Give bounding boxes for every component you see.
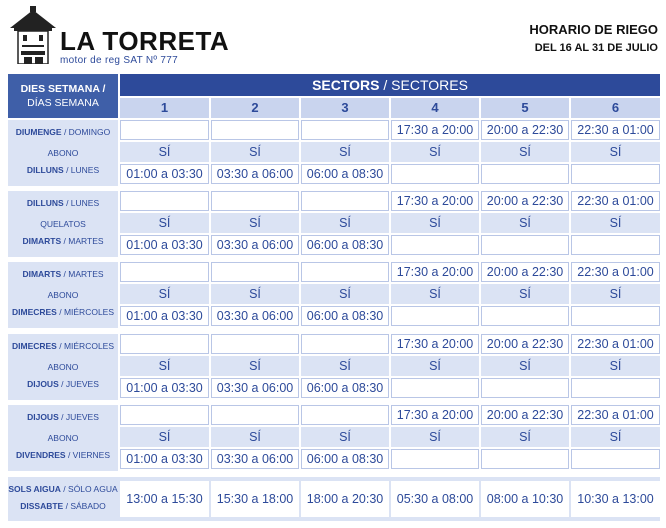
sector-number-header: 3: [301, 98, 389, 118]
schedule-block: [8, 405, 660, 471]
day-end-label: [8, 450, 118, 460]
schedule-time-cell: [301, 120, 389, 140]
schedule-time-cell: [211, 262, 299, 282]
weekend-water-label-catalan: SOLS AIGUA: [8, 484, 61, 494]
schedule-time-cell: [120, 405, 209, 425]
schedule-time-cell: [211, 191, 299, 211]
schedule-time-cell: 06:00 a 08:30: [301, 378, 389, 398]
schedule-time-cell: 06:00 a 08:30: [301, 306, 389, 326]
schedule-time-cell: 03:30 a 06:00: [211, 164, 299, 184]
schedule-time-cell: 20:00 a 22:30: [481, 405, 569, 425]
page-header: [0, 0, 666, 72]
schedule-time-cell: 22:30 a 01:00: [571, 405, 660, 425]
schedule-block: [8, 120, 660, 186]
weekend-time-cell: 08:00 a 10:30: [481, 481, 569, 517]
schedule-block: [8, 262, 660, 328]
treatment-yes-cell: SÍ: [391, 356, 479, 376]
schedule-time-cell: 06:00 a 08:30: [301, 164, 389, 184]
schedule-time-cell: 17:30 a 20:00: [391, 334, 479, 354]
schedule-time-cell: [211, 334, 299, 354]
schedule-time-cell: [211, 405, 299, 425]
schedule-time-cell: [481, 378, 569, 398]
schedule-time-cell: [571, 306, 660, 326]
treatment-label: QUELATOS: [40, 219, 86, 229]
day-end-label-spanish: / VIERNES: [65, 450, 110, 460]
schedule-time-cell: [120, 191, 209, 211]
treatment-yes-cell: SÍ: [211, 284, 299, 304]
schedule-time-cell: 20:00 a 22:30: [481, 262, 569, 282]
treatment-yes-cell: SÍ: [571, 213, 660, 233]
schedule-time-cell: 06:00 a 08:30: [301, 235, 389, 255]
treatment-yes-cell: SÍ: [571, 142, 660, 162]
schedule-time-cell: 03:30 a 06:00: [211, 235, 299, 255]
schedule-time-cell: 03:30 a 06:00: [211, 449, 299, 469]
day-start-label-spanish: / LUNES: [63, 198, 100, 208]
schedule-time-cell: [481, 449, 569, 469]
schedule-time-cell: 03:30 a 06:00: [211, 306, 299, 326]
weekend-block: [8, 477, 660, 521]
schedule-time-cell: [120, 120, 209, 140]
schedule-time-cell: [391, 164, 479, 184]
schedule-time-cell: 17:30 a 20:00: [391, 191, 479, 211]
day-start-label-spanish: / DOMINGO: [61, 127, 111, 137]
treatment-label: ABONO: [47, 362, 79, 372]
schedule-time-cell: 06:00 a 08:30: [301, 449, 389, 469]
schedule-time-cell: 01:00 a 03:30: [120, 378, 209, 398]
day-start-label: [8, 341, 118, 351]
schedule-time-cell: [571, 164, 660, 184]
weekend-day-label: [8, 501, 118, 511]
weekend-time-cell: 15:30 a 18:00: [211, 481, 299, 517]
day-end-label-spanish: / JUEVES: [58, 379, 99, 389]
schedule-time-cell: [481, 164, 569, 184]
sectors-header: [120, 74, 660, 96]
treatment-yes-cell: SÍ: [481, 427, 569, 447]
sector-number-header: 1: [120, 98, 209, 118]
schedule-time-cell: 01:00 a 03:30: [120, 449, 209, 469]
sector-number-header: 5: [481, 98, 569, 118]
treatment-yes-cell: SÍ: [120, 142, 209, 162]
schedule-time-cell: 01:00 a 03:30: [120, 235, 209, 255]
treatment-yes-cell: SÍ: [481, 284, 569, 304]
treatment-yes-cell: SÍ: [571, 284, 660, 304]
day-end-label: [8, 379, 118, 389]
schedule-time-cell: [120, 334, 209, 354]
schedule-time-cell: 20:00 a 22:30: [481, 334, 569, 354]
treatment-yes-cell: SÍ: [301, 427, 389, 447]
treatment-yes-cell: SÍ: [211, 427, 299, 447]
weekend-water-label-spanish: / SÓLO AGUA: [60, 484, 118, 494]
days-header-catalan: DIES SETMANA /: [20, 83, 106, 95]
weekend-day-label-catalan: DISSABTE: [20, 501, 64, 511]
day-start-label-catalan: DIMECRES: [11, 341, 57, 351]
schedule-time-cell: 17:30 a 20:00: [391, 405, 479, 425]
schedule-time-cell: [571, 378, 660, 398]
weekend-time-cell: 18:00 a 20:30: [301, 481, 389, 517]
days-header-spanish: DÍAS SEMANA: [27, 97, 99, 109]
schedule-time-cell: 22:30 a 01:00: [571, 262, 660, 282]
day-start-label-catalan: DIJOUS: [27, 412, 59, 422]
day-end-label-catalan: DIVENDRES: [16, 450, 66, 460]
treatment-yes-cell: SÍ: [301, 213, 389, 233]
treatment-yes-cell: SÍ: [571, 356, 660, 376]
schedule-block: [8, 334, 660, 400]
schedule-time-cell: 20:00 a 22:30: [481, 120, 569, 140]
treatment-yes-cell: SÍ: [301, 284, 389, 304]
day-start-label-spanish: / JUEVES: [58, 412, 99, 422]
sector-number-header: 4: [391, 98, 479, 118]
day-end-label-catalan: DIJOUS: [27, 379, 59, 389]
schedule-time-cell: 22:30 a 01:00: [571, 120, 660, 140]
treatment-yes-cell: SÍ: [391, 142, 479, 162]
schedule-time-cell: [391, 449, 479, 469]
day-start-label-catalan: DIMARTS: [22, 269, 62, 279]
treatment-yes-cell: SÍ: [120, 356, 209, 376]
schedule-time-cell: [391, 235, 479, 255]
treatment-yes-cell: SÍ: [571, 427, 660, 447]
day-end-label: [8, 236, 118, 246]
brand-name: LA TORRETA: [60, 26, 230, 56]
schedule-time-cell: [571, 235, 660, 255]
day-end-label-catalan: DIMECRES: [11, 307, 57, 317]
schedule-time-cell: 01:00 a 03:30: [120, 306, 209, 326]
weekend-water-label: [8, 484, 118, 494]
treatment-yes-cell: SÍ: [211, 142, 299, 162]
day-start-label: [8, 412, 118, 422]
treatment-yes-cell: SÍ: [301, 356, 389, 376]
schedule-time-cell: 22:30 a 01:00: [571, 191, 660, 211]
schedule-time-cell: 03:30 a 06:00: [211, 378, 299, 398]
day-end-label-spanish: / LUNES: [63, 165, 100, 175]
page-subtitle: DEL 16 AL 31 DE JULIO: [534, 42, 658, 54]
treatment-yes-cell: SÍ: [211, 213, 299, 233]
schedule-time-cell: [391, 378, 479, 398]
schedule-time-cell: [481, 306, 569, 326]
tower-logo-icon: [8, 6, 58, 64]
schedule-time-cell: 01:00 a 03:30: [120, 164, 209, 184]
schedule-time-cell: [301, 262, 389, 282]
day-start-label-catalan: DILLUNS: [26, 198, 64, 208]
day-start-label-spanish: / MARTES: [61, 269, 104, 279]
treatment-yes-cell: SÍ: [120, 284, 209, 304]
treatment-yes-cell: SÍ: [481, 356, 569, 376]
day-end-label-spanish: / MARTES: [61, 236, 104, 246]
weekend-day-label-spanish: / SÁBADO: [63, 501, 106, 511]
day-end-label: [8, 307, 118, 317]
treatment-yes-cell: SÍ: [481, 213, 569, 233]
brand-subtitle: motor de reg SAT Nº 777: [60, 55, 179, 66]
treatment-yes-cell: SÍ: [120, 213, 209, 233]
schedule-time-cell: 22:30 a 01:00: [571, 334, 660, 354]
weekend-time-cell: 05:30 a 08:00: [391, 481, 479, 517]
treatment-label: ABONO: [47, 433, 79, 443]
schedule-time-cell: [391, 306, 479, 326]
weekend-time-cell: 13:00 a 15:30: [120, 481, 209, 517]
treatment-label: ABONO: [47, 148, 79, 158]
treatment-yes-cell: SÍ: [301, 142, 389, 162]
treatment-yes-cell: SÍ: [481, 142, 569, 162]
sectors-header-catalan: SECTORS: [312, 77, 380, 93]
day-end-label-catalan: DIMARTS: [22, 236, 62, 246]
treatment-yes-cell: SÍ: [391, 213, 479, 233]
schedule-time-cell: [571, 449, 660, 469]
treatment-yes-cell: SÍ: [391, 427, 479, 447]
schedule-time-cell: [481, 235, 569, 255]
day-start-label: [8, 198, 118, 208]
schedule-time-cell: 17:30 a 20:00: [391, 262, 479, 282]
sector-number-header: 6: [571, 98, 660, 118]
day-start-label-catalan: DIUMENGE: [15, 127, 62, 137]
schedule-block: [8, 191, 660, 257]
schedule-time-cell: [301, 334, 389, 354]
day-start-label-spanish: / MIÉRCOLES: [56, 341, 115, 351]
sector-number-header: 2: [211, 98, 299, 118]
treatment-yes-cell: SÍ: [211, 356, 299, 376]
day-end-label-catalan: DILLUNS: [26, 165, 64, 175]
schedule-time-cell: 20:00 a 22:30: [481, 191, 569, 211]
schedule-time-cell: [211, 120, 299, 140]
treatment-yes-cell: SÍ: [120, 427, 209, 447]
schedule-time-cell: [301, 191, 389, 211]
day-end-label: [8, 165, 118, 175]
treatment-label: ABONO: [47, 290, 79, 300]
day-start-label: [8, 127, 118, 137]
days-column-header: [8, 74, 118, 118]
schedule-time-cell: [301, 405, 389, 425]
sectors-header-spanish: / SECTORES: [379, 77, 468, 93]
treatment-yes-cell: SÍ: [391, 284, 479, 304]
weekend-time-cell: 10:30 a 13:00: [571, 481, 660, 517]
day-end-label-spanish: / MIÉRCOLES: [56, 307, 115, 317]
table-header: [8, 74, 660, 118]
schedule-time-cell: [120, 262, 209, 282]
page-title: HORARIO DE RIEGO: [529, 22, 658, 37]
schedule-time-cell: 17:30 a 20:00: [391, 120, 479, 140]
day-start-label: [8, 269, 118, 279]
